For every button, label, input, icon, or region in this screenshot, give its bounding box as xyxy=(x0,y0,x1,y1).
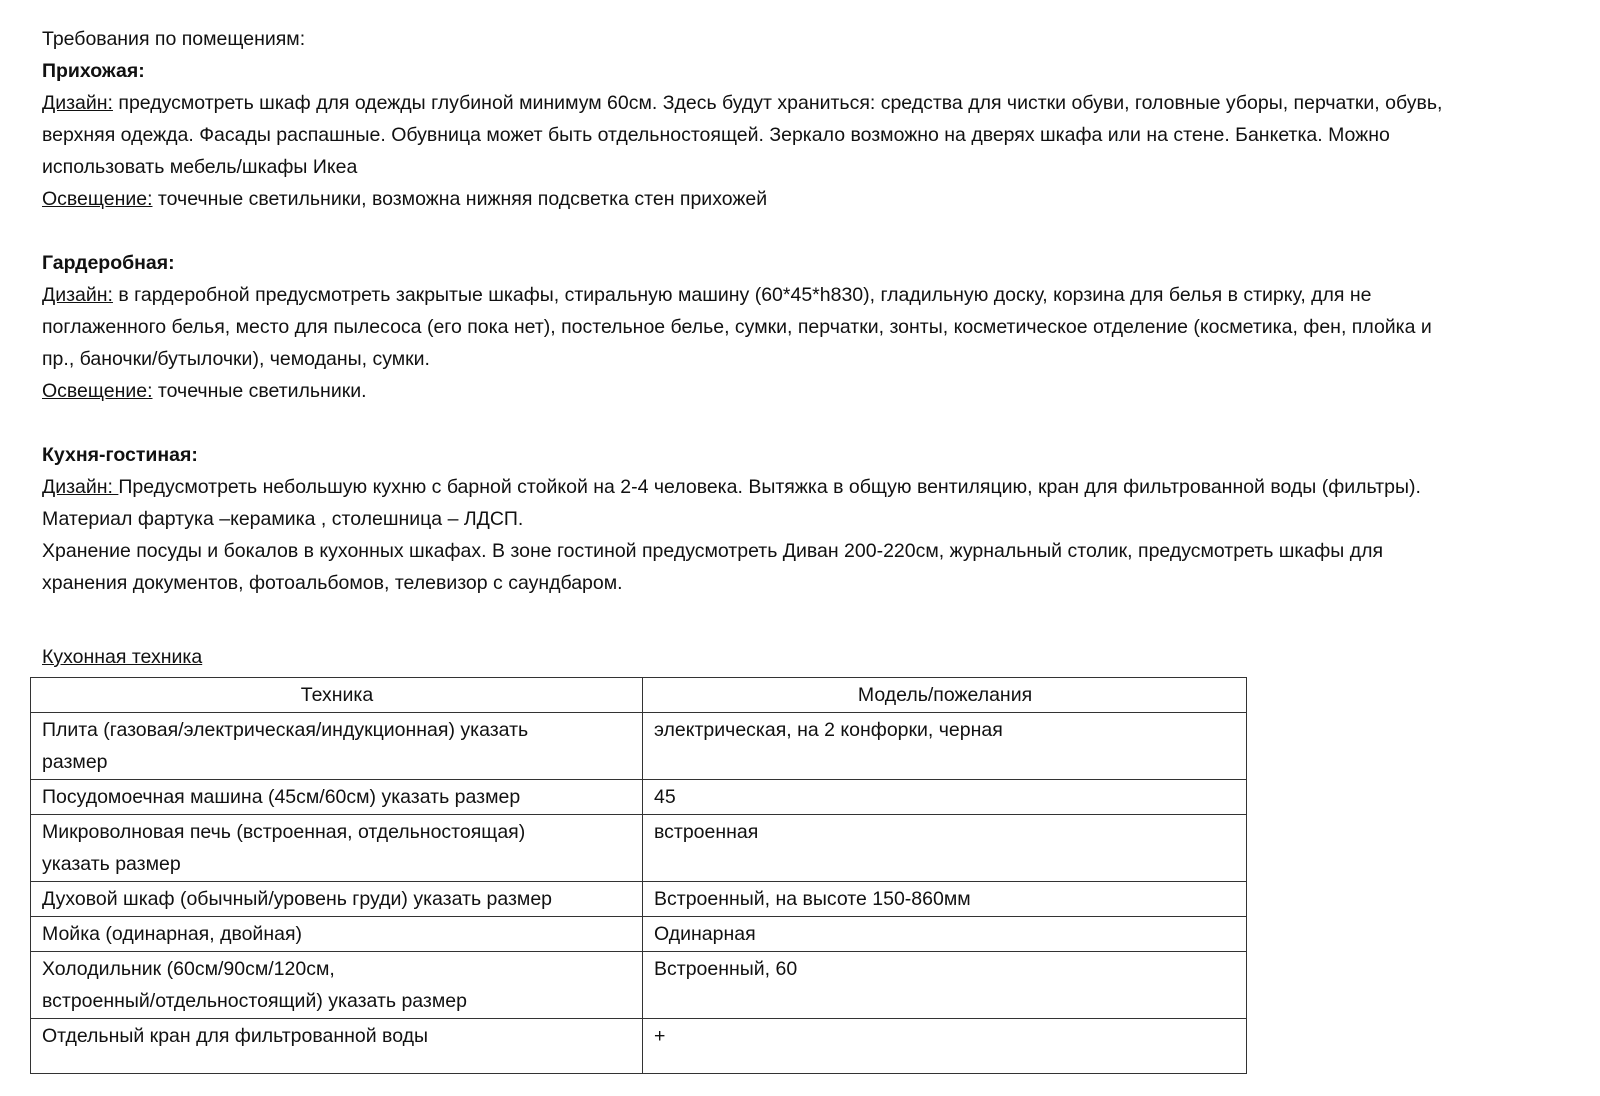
hallway-title: Прихожая: xyxy=(42,60,145,82)
appliances-table xyxy=(30,677,1247,1074)
table-cell-item xyxy=(31,713,643,780)
section-hallway xyxy=(42,55,1600,215)
table-cell-item xyxy=(31,780,643,815)
table-cell-item xyxy=(31,952,643,1019)
table-header-appliance: Техника xyxy=(31,678,643,713)
section-wardrobe xyxy=(42,247,1600,407)
item-line: встроенный/отдельностоящий) указать размер xyxy=(42,990,467,1012)
table-row xyxy=(31,780,1247,815)
item-line: Мойка (одинарная, двойная) xyxy=(42,923,302,945)
hallway-design-text-1: предусмотреть шкаф для одежды глубиной минимум 60см. Здесь будут храниться: средства для чистки обуви, головные уборы, перчатки, обувь, xyxy=(112,92,1443,114)
spacer xyxy=(42,407,1600,439)
wardrobe-design-text-1: в гардеробной предусмотреть закрытые шкафы, стиральную машину (60*45*h830), гладильную доску, корзина для белья в стирку, для не xyxy=(112,284,1372,306)
kitchen-design-line-2: Материал фартука –керамика , столешница – ЛДСП. xyxy=(42,508,524,530)
table-cell-item xyxy=(31,882,643,917)
wardrobe-lighting-label: Освещение: xyxy=(42,380,153,402)
wardrobe-design-line-1 xyxy=(42,279,1600,311)
table-row xyxy=(31,952,1247,1019)
table-row xyxy=(31,882,1247,917)
table-cell-value: + xyxy=(643,1019,1247,1074)
appliances-title: Кухонная техника xyxy=(42,646,203,668)
hallway-lighting-text: точечные светильники, возможна нижняя подсветка стен прихожей xyxy=(152,188,768,210)
wardrobe-lighting-text: точечные светильники. xyxy=(152,380,367,402)
table-cell-value: 45 xyxy=(643,780,1247,815)
item-line: размер xyxy=(42,751,108,773)
table-cell-item xyxy=(31,815,643,882)
table-cell-value: Одинарная xyxy=(643,917,1247,952)
section-kitchen xyxy=(42,439,1600,599)
kitchen-design-line-1 xyxy=(42,471,1600,503)
hallway-lighting-label: Освещение: xyxy=(42,188,153,210)
item-line: Плита (газовая/электрическая/индукционная) указать xyxy=(42,719,529,741)
table-cell-value: электрическая, на 2 конфорки, черная xyxy=(643,713,1247,780)
kitchen-title: Кухня-гостиная: xyxy=(42,444,198,466)
table-row xyxy=(31,815,1247,882)
wardrobe-design-line-2: поглаженного белья, место для пылесоса (его пока нет), постельное белье, сумки, перчатки, зонты, косметическое отделение (косметика, фен, плойка и xyxy=(42,316,1432,338)
kitchen-design-text-1: Предусмотреть небольшую кухню с барной стойкой на 2-4 человека. Вытяжка в общую вентиляцию, кран для фильтрованной воды (фильтры). xyxy=(118,476,1421,498)
item-line: Холодильник (60см/90см/120см, xyxy=(42,958,335,980)
item-line: Микроволновая печь (встроенная, отдельностоящая) xyxy=(42,821,526,843)
table-header-row xyxy=(31,678,1247,713)
kitchen-design-line-4: хранения документов, фотоальбомов, телевизор с саундбаром. xyxy=(42,572,623,594)
hallway-design-line-1 xyxy=(42,87,1600,119)
wardrobe-design-label: Дизайн: xyxy=(42,284,113,306)
wardrobe-design-line-3: пр., баночки/бутылочки), чемоданы, сумки. xyxy=(42,348,430,370)
table-cell-value: Встроенный, на высоте 150-860мм xyxy=(643,882,1247,917)
kitchen-design-label: Дизайн: xyxy=(42,476,119,498)
hallway-design-line-2: верхняя одежда. Фасады распашные. Обувница может быть отдельностоящей. Зеркало возможно на дверях шкафа или на стене. Банкетка. Можно xyxy=(42,124,1390,146)
hallway-design-line-3: использовать мебель/шкафы Икеа xyxy=(42,156,358,178)
table-cell-value: встроенная xyxy=(643,815,1247,882)
table-header-model: Модель/пожелания xyxy=(643,678,1247,713)
spacer xyxy=(42,599,1600,631)
spacer xyxy=(42,215,1600,247)
item-line: Духовой шкаф (обычный/уровень груди) указать размер xyxy=(42,888,553,910)
hallway-design-label: Дизайн: xyxy=(42,92,113,114)
table-row xyxy=(31,1019,1247,1074)
hallway-lighting-line xyxy=(42,183,1600,215)
wardrobe-lighting-line xyxy=(42,375,1600,407)
table-cell-item xyxy=(31,917,643,952)
table-cell-value: Встроенный, 60 xyxy=(643,952,1247,1019)
item-line: указать размер xyxy=(42,853,181,875)
kitchen-design-line-3: Хранение посуды и бокалов в кухонных шкафах. В зоне гостиной предусмотреть Диван 200-220см, журнальный столик, предусмотреть шкафы для xyxy=(42,540,1384,562)
item-line: Отдельный кран для фильтрованной воды xyxy=(42,1025,429,1047)
item-line: Посудомоечная машина (45см/60см) указать размер xyxy=(42,786,521,808)
wardrobe-title: Гардеробная: xyxy=(42,252,175,274)
intro-heading: Требования по помещениям: xyxy=(42,28,306,50)
table-cell-item xyxy=(31,1019,643,1074)
table-row xyxy=(31,917,1247,952)
table-row xyxy=(31,713,1247,780)
